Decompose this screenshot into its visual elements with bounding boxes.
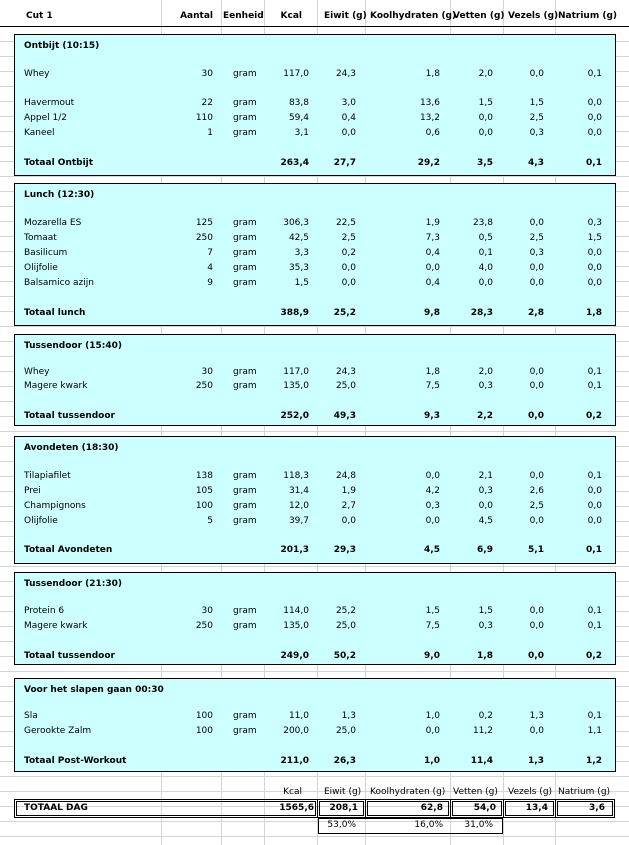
food-amount[interactable]: 30 bbox=[201, 367, 213, 377]
total-vez[interactable]: 2,8 bbox=[528, 308, 544, 318]
food-unit[interactable]: gram bbox=[233, 128, 257, 138]
food-vet[interactable]: 0,2 bbox=[478, 711, 493, 721]
food-name[interactable]: Whey bbox=[24, 367, 50, 377]
summary-header-row bbox=[0, 785, 629, 800]
food-eiwit[interactable]: 2,7 bbox=[341, 501, 356, 511]
food-eiwit[interactable]: 24,3 bbox=[335, 69, 356, 79]
food-kh[interactable]: 1,8 bbox=[425, 367, 440, 377]
section-total-label[interactable]: Totaal Ontbijt bbox=[24, 158, 94, 168]
food-vet[interactable]: 4,0 bbox=[478, 263, 493, 273]
col-vetten[interactable]: Vetten (g) bbox=[453, 11, 505, 21]
food-amount[interactable]: 1 bbox=[207, 128, 213, 138]
food-nat[interactable]: 0,0 bbox=[587, 263, 602, 273]
pct-vetten[interactable]: 31,0% bbox=[464, 820, 493, 830]
grid-row-line bbox=[0, 566, 629, 567]
food-nat[interactable]: 1,5 bbox=[587, 233, 602, 243]
food-unit[interactable]: gram bbox=[233, 218, 257, 228]
food-kcal[interactable]: 39,7 bbox=[288, 516, 309, 526]
summary-col-vetten[interactable]: Vetten (g) bbox=[453, 787, 498, 797]
totaal-dag-kh[interactable]: 62,8 bbox=[420, 803, 443, 813]
total-vet[interactable]: 2,2 bbox=[477, 411, 493, 421]
food-name[interactable]: Sla bbox=[24, 711, 38, 721]
food-nat[interactable]: 0,3 bbox=[587, 218, 602, 228]
food-amount[interactable]: 138 bbox=[195, 471, 213, 481]
food-amount[interactable]: 100 bbox=[195, 711, 213, 721]
section-total-label[interactable]: Totaal tussendoor bbox=[24, 651, 115, 661]
col-natrium[interactable]: Natrium (g) bbox=[558, 11, 618, 21]
food-kcal[interactable]: 3,1 bbox=[294, 128, 309, 138]
total-kh[interactable]: 1,0 bbox=[424, 756, 440, 766]
section-total-row bbox=[0, 306, 629, 321]
total-kcal[interactable]: 201,3 bbox=[280, 545, 309, 555]
grid-row-line bbox=[0, 326, 629, 327]
food-kh[interactable]: 7,3 bbox=[425, 233, 440, 243]
food-nat[interactable]: 0,1 bbox=[587, 711, 602, 721]
totaal-dag-eiwit[interactable]: 208,1 bbox=[329, 803, 358, 813]
section-total-label[interactable]: Totaal lunch bbox=[24, 308, 86, 318]
food-name[interactable]: Olijfolie bbox=[24, 263, 58, 273]
food-eiwit[interactable]: 22,5 bbox=[335, 218, 356, 228]
food-kcal[interactable]: 306,3 bbox=[283, 218, 309, 228]
food-row bbox=[0, 379, 629, 394]
food-kcal[interactable]: 42,5 bbox=[288, 233, 309, 243]
food-vez[interactable]: 2,5 bbox=[529, 501, 544, 511]
total-vet[interactable]: 11,4 bbox=[470, 756, 493, 766]
food-nat[interactable]: 0,0 bbox=[587, 516, 602, 526]
section-title-row bbox=[0, 683, 629, 698]
section-title-row bbox=[0, 441, 629, 456]
col-koolhydraten[interactable]: Koolhydraten (g) bbox=[370, 11, 457, 21]
grid-row-line bbox=[0, 836, 629, 837]
food-kcal[interactable]: 83,8 bbox=[288, 98, 309, 108]
food-eiwit[interactable]: 24,3 bbox=[335, 367, 356, 377]
food-row bbox=[0, 499, 629, 514]
food-name[interactable]: Tilapiafilet bbox=[24, 471, 71, 481]
food-unit[interactable]: gram bbox=[233, 263, 257, 273]
food-name[interactable]: Champignons bbox=[24, 501, 86, 511]
food-unit[interactable]: gram bbox=[233, 486, 257, 496]
food-amount[interactable]: 5 bbox=[207, 516, 213, 526]
food-kcal[interactable]: 117,0 bbox=[283, 367, 309, 377]
food-unit[interactable]: gram bbox=[233, 367, 257, 377]
summary-col-natrium[interactable]: Natrium (g) bbox=[558, 787, 611, 797]
total-kcal[interactable]: 211,0 bbox=[280, 756, 309, 766]
food-vet[interactable]: 2,0 bbox=[478, 367, 493, 377]
food-kh[interactable]: 1,5 bbox=[425, 606, 440, 616]
section-total-row bbox=[0, 409, 629, 424]
food-row bbox=[0, 514, 629, 529]
food-eiwit[interactable]: 25,2 bbox=[335, 606, 356, 616]
food-name[interactable]: Olijfolie bbox=[24, 516, 58, 526]
total-kh[interactable]: 4,5 bbox=[424, 545, 440, 555]
total-eiwit[interactable]: 29,3 bbox=[333, 545, 356, 555]
col-aantal[interactable]: Aantal bbox=[180, 11, 213, 21]
food-kcal[interactable]: 200,0 bbox=[283, 726, 309, 736]
section-total-label[interactable]: Totaal Post-Workout bbox=[24, 756, 127, 766]
food-unit[interactable]: gram bbox=[233, 69, 257, 79]
totaal-dag-vezels[interactable]: 13,4 bbox=[525, 803, 548, 813]
sheet-title[interactable]: Cut 1 bbox=[26, 11, 53, 21]
food-vet[interactable]: 0,0 bbox=[478, 501, 493, 511]
food-eiwit[interactable]: 1,9 bbox=[341, 486, 356, 496]
food-vez[interactable]: 0,0 bbox=[529, 69, 544, 79]
food-vet[interactable]: 0,0 bbox=[478, 278, 493, 288]
food-unit[interactable]: gram bbox=[233, 381, 257, 391]
total-vez[interactable]: 0,0 bbox=[528, 411, 544, 421]
food-vet[interactable]: 0,3 bbox=[478, 486, 493, 496]
food-row bbox=[0, 261, 629, 276]
food-kcal[interactable]: 31,4 bbox=[288, 486, 309, 496]
pct-eiwit[interactable]: 53,0% bbox=[327, 820, 356, 830]
food-vez[interactable]: 0,3 bbox=[529, 248, 544, 258]
food-amount[interactable]: 105 bbox=[195, 486, 213, 496]
food-name[interactable]: Magere kwark bbox=[24, 381, 88, 391]
food-vet[interactable]: 11,2 bbox=[472, 726, 493, 736]
total-kh[interactable]: 29,2 bbox=[417, 158, 440, 168]
percentage-row bbox=[0, 818, 629, 833]
food-name[interactable]: Gerookte Zalm bbox=[24, 726, 92, 736]
food-row bbox=[0, 619, 629, 634]
food-eiwit[interactable]: 25,0 bbox=[335, 621, 356, 631]
section-total-label[interactable]: Totaal Avondeten bbox=[24, 545, 113, 555]
food-unit[interactable]: gram bbox=[233, 726, 257, 736]
food-eiwit[interactable]: 24,8 bbox=[335, 471, 356, 481]
food-kcal[interactable]: 1,5 bbox=[294, 278, 309, 288]
food-amount[interactable]: 7 bbox=[207, 248, 213, 258]
totaal-dag-vet[interactable]: 54,0 bbox=[473, 803, 496, 813]
food-row bbox=[0, 111, 629, 126]
food-vez[interactable]: 0,0 bbox=[529, 516, 544, 526]
food-row bbox=[0, 246, 629, 261]
food-amount[interactable]: 250 bbox=[195, 233, 213, 243]
food-nat[interactable]: 1,1 bbox=[587, 726, 602, 736]
food-vet[interactable]: 2,0 bbox=[478, 69, 493, 79]
food-row bbox=[0, 709, 629, 724]
col-vezels[interactable]: Vezels (g) bbox=[508, 11, 559, 21]
total-vet[interactable]: 3,5 bbox=[477, 158, 493, 168]
food-kcal[interactable]: 117,0 bbox=[283, 69, 309, 79]
total-nat[interactable]: 0,2 bbox=[586, 651, 602, 661]
food-name[interactable]: Magere kwark bbox=[24, 621, 88, 631]
food-eiwit[interactable]: 2,5 bbox=[341, 233, 356, 243]
food-kh[interactable]: 1,9 bbox=[425, 218, 440, 228]
food-vet[interactable]: 0,5 bbox=[478, 233, 493, 243]
food-nat[interactable]: 0,0 bbox=[587, 501, 602, 511]
total-eiwit[interactable]: 49,3 bbox=[333, 411, 356, 421]
food-vet[interactable]: 0,1 bbox=[478, 248, 493, 258]
food-eiwit[interactable]: 3,0 bbox=[341, 98, 356, 108]
food-vez[interactable]: 1,3 bbox=[529, 711, 544, 721]
total-nat[interactable]: 0,1 bbox=[586, 158, 602, 168]
food-kh[interactable]: 13,2 bbox=[419, 113, 440, 123]
food-vez[interactable]: 0,0 bbox=[529, 621, 544, 631]
food-unit[interactable]: gram bbox=[233, 248, 257, 258]
food-vet[interactable]: 0,0 bbox=[478, 128, 493, 138]
totaal-dag-kcal[interactable]: 1565,6 bbox=[279, 803, 314, 813]
total-kh[interactable]: 9,3 bbox=[424, 411, 440, 421]
section-total-row bbox=[0, 156, 629, 171]
food-vet[interactable]: 4,5 bbox=[478, 516, 493, 526]
food-eiwit[interactable]: 0,0 bbox=[341, 278, 356, 288]
food-unit[interactable]: gram bbox=[233, 501, 257, 511]
section-total-row bbox=[0, 649, 629, 664]
food-kcal[interactable]: 12,0 bbox=[288, 501, 309, 511]
food-row bbox=[0, 96, 629, 111]
food-kcal[interactable]: 135,0 bbox=[283, 381, 309, 391]
food-eiwit[interactable]: 0,4 bbox=[341, 113, 356, 123]
food-amount[interactable]: 250 bbox=[195, 621, 213, 631]
col-eiwit[interactable]: Eiwit (g) bbox=[324, 11, 367, 21]
total-vet[interactable]: 6,9 bbox=[477, 545, 493, 555]
food-vez[interactable]: 2,5 bbox=[529, 233, 544, 243]
food-vet[interactable]: 0,3 bbox=[478, 381, 493, 391]
food-unit[interactable]: gram bbox=[233, 113, 257, 123]
food-amount[interactable]: 100 bbox=[195, 501, 213, 511]
food-kh[interactable]: 13,6 bbox=[419, 98, 440, 108]
food-unit[interactable]: gram bbox=[233, 606, 257, 616]
food-vet[interactable]: 0,0 bbox=[478, 113, 493, 123]
food-kh[interactable]: 7,5 bbox=[425, 381, 440, 391]
food-name[interactable]: Whey bbox=[24, 69, 50, 79]
section-title-row bbox=[0, 39, 629, 54]
summary-col-vezels[interactable]: Vezels (g) bbox=[508, 787, 553, 797]
food-nat[interactable]: 0,0 bbox=[587, 248, 602, 258]
food-nat[interactable]: 0,1 bbox=[587, 381, 602, 391]
food-kh[interactable]: 0,0 bbox=[425, 516, 440, 526]
summary-col-kcal[interactable]: Kcal bbox=[283, 787, 302, 797]
food-kcal[interactable]: 135,0 bbox=[283, 621, 309, 631]
section-total-row bbox=[0, 754, 629, 769]
food-vez[interactable]: 2,6 bbox=[529, 486, 544, 496]
food-row bbox=[0, 724, 629, 739]
food-eiwit[interactable]: 0,0 bbox=[341, 263, 356, 273]
section-total-label[interactable]: Totaal tussendoor bbox=[24, 411, 115, 421]
food-vet[interactable]: 1,5 bbox=[478, 606, 493, 616]
total-vet[interactable]: 28,3 bbox=[470, 308, 493, 318]
food-name[interactable]: Balsamico azijn bbox=[24, 278, 94, 288]
food-eiwit[interactable]: 0,0 bbox=[341, 516, 356, 526]
section-title[interactable]: Avondeten (18:30) bbox=[24, 443, 119, 453]
totaal-dag-label[interactable]: TOTAAL DAG bbox=[24, 803, 88, 813]
food-row bbox=[0, 484, 629, 499]
food-vez[interactable]: 0,3 bbox=[529, 128, 544, 138]
food-eiwit[interactable]: 0,2 bbox=[341, 248, 356, 258]
total-eiwit[interactable]: 27,7 bbox=[333, 158, 356, 168]
section-title-row bbox=[0, 577, 629, 592]
food-vez[interactable]: 0,0 bbox=[529, 218, 544, 228]
food-kcal[interactable]: 59,4 bbox=[288, 113, 309, 123]
total-kcal[interactable]: 249,0 bbox=[280, 651, 309, 661]
food-vet[interactable]: 2,1 bbox=[478, 471, 493, 481]
food-row bbox=[0, 604, 629, 619]
food-kcal[interactable]: 35,3 bbox=[288, 263, 309, 273]
section-title[interactable]: Tussendoor (15:40) bbox=[24, 341, 123, 351]
food-kh[interactable]: 0,6 bbox=[425, 128, 440, 138]
food-row bbox=[0, 365, 629, 380]
food-unit[interactable]: gram bbox=[233, 471, 257, 481]
food-kh[interactable]: 4,2 bbox=[425, 486, 440, 496]
col-kcal[interactable]: Kcal bbox=[280, 11, 302, 21]
food-amount[interactable]: 110 bbox=[195, 113, 213, 123]
food-vez[interactable]: 0,0 bbox=[529, 726, 544, 736]
food-eiwit[interactable]: 1,3 bbox=[341, 711, 356, 721]
food-unit[interactable]: gram bbox=[233, 233, 257, 243]
food-eiwit[interactable]: 25,0 bbox=[335, 726, 356, 736]
total-kh[interactable]: 9,0 bbox=[424, 651, 440, 661]
food-kh[interactable]: 0,0 bbox=[425, 263, 440, 273]
total-kcal[interactable]: 252,0 bbox=[280, 411, 309, 421]
section-title[interactable]: Voor het slapen gaan 00:30 bbox=[24, 685, 164, 695]
section-title-row bbox=[0, 339, 629, 354]
grid-row-line bbox=[0, 431, 629, 432]
grid-row-line bbox=[0, 176, 629, 177]
section-total-row bbox=[0, 543, 629, 558]
food-vet[interactable]: 0,3 bbox=[478, 621, 493, 631]
food-unit[interactable]: gram bbox=[233, 621, 257, 631]
pct-koolhydraten[interactable]: 16,0% bbox=[414, 820, 443, 830]
food-nat[interactable]: 0,1 bbox=[587, 621, 602, 631]
grid-row-line bbox=[0, 776, 629, 777]
food-name[interactable]: Prei bbox=[24, 486, 41, 496]
food-nat[interactable]: 0,1 bbox=[587, 367, 602, 377]
food-amount[interactable]: 9 bbox=[207, 278, 213, 288]
food-vez[interactable]: 0,0 bbox=[529, 471, 544, 481]
food-kh[interactable]: 7,5 bbox=[425, 621, 440, 631]
food-kcal[interactable]: 118,3 bbox=[283, 471, 309, 481]
food-row bbox=[0, 276, 629, 291]
total-vez[interactable]: 4,3 bbox=[528, 158, 544, 168]
food-name[interactable]: Tomaat bbox=[24, 233, 57, 243]
food-kcal[interactable]: 114,0 bbox=[283, 606, 309, 616]
food-eiwit[interactable]: 0,0 bbox=[341, 128, 356, 138]
food-nat[interactable]: 0,1 bbox=[587, 606, 602, 616]
total-nat[interactable]: 1,2 bbox=[586, 756, 602, 766]
totaal-dag-row bbox=[0, 801, 629, 816]
food-unit[interactable]: gram bbox=[233, 98, 257, 108]
total-vez[interactable]: 5,1 bbox=[528, 545, 544, 555]
total-kcal[interactable]: 388,9 bbox=[280, 308, 309, 318]
food-nat[interactable]: 0,1 bbox=[587, 471, 602, 481]
food-row bbox=[0, 469, 629, 484]
food-vez[interactable]: 0,0 bbox=[529, 278, 544, 288]
food-kh[interactable]: 0,3 bbox=[425, 501, 440, 511]
food-amount[interactable]: 30 bbox=[201, 606, 213, 616]
food-amount[interactable]: 100 bbox=[195, 726, 213, 736]
food-amount[interactable]: 4 bbox=[207, 263, 213, 273]
summary-col-eiwit[interactable]: Eiwit (g) bbox=[324, 787, 362, 797]
total-nat[interactable]: 0,2 bbox=[586, 411, 602, 421]
food-row bbox=[0, 231, 629, 246]
food-kh[interactable]: 0,0 bbox=[425, 726, 440, 736]
total-vet[interactable]: 1,8 bbox=[477, 651, 493, 661]
food-name[interactable]: Protein 6 bbox=[24, 606, 65, 616]
section-title-row bbox=[0, 188, 629, 203]
header-separator bbox=[0, 26, 629, 27]
food-amount[interactable]: 30 bbox=[201, 69, 213, 79]
grid-row-line bbox=[0, 671, 629, 672]
total-kcal[interactable]: 263,4 bbox=[280, 158, 309, 168]
food-name[interactable]: Appel 1/2 bbox=[24, 113, 67, 123]
total-vez[interactable]: 1,3 bbox=[528, 756, 544, 766]
food-nat[interactable]: 0,0 bbox=[587, 278, 602, 288]
food-kh[interactable]: 0,0 bbox=[425, 471, 440, 481]
total-eiwit[interactable]: 26,3 bbox=[333, 756, 356, 766]
food-name[interactable]: Mozarella ES bbox=[24, 218, 82, 228]
food-name[interactable]: Havermout bbox=[24, 98, 75, 108]
food-eiwit[interactable]: 25,0 bbox=[335, 381, 356, 391]
food-vet[interactable]: 1,5 bbox=[478, 98, 493, 108]
section-title[interactable]: Tussendoor (21:30) bbox=[24, 579, 123, 589]
food-vez[interactable]: 0,0 bbox=[529, 381, 544, 391]
total-kh[interactable]: 9,8 bbox=[424, 308, 440, 318]
header-row bbox=[0, 9, 629, 24]
food-kcal[interactable]: 11,0 bbox=[288, 711, 309, 721]
food-nat[interactable]: 0,0 bbox=[587, 128, 602, 138]
food-kh[interactable]: 1,0 bbox=[425, 711, 440, 721]
food-amount[interactable]: 22 bbox=[201, 98, 213, 108]
food-row bbox=[0, 67, 629, 82]
food-kh[interactable]: 1,8 bbox=[425, 69, 440, 79]
food-kh[interactable]: 0,4 bbox=[425, 278, 440, 288]
col-eenheid[interactable]: Eenheid bbox=[223, 11, 264, 21]
total-nat[interactable]: 0,1 bbox=[586, 545, 602, 555]
total-eiwit[interactable]: 50,2 bbox=[333, 651, 356, 661]
section-title[interactable]: Ontbijt (10:15) bbox=[24, 41, 100, 51]
food-vez[interactable]: 0,0 bbox=[529, 367, 544, 377]
food-nat[interactable]: 0,1 bbox=[587, 69, 602, 79]
food-name[interactable]: Kaneel bbox=[24, 128, 55, 138]
food-amount[interactable]: 125 bbox=[195, 218, 213, 228]
food-nat[interactable]: 0,0 bbox=[587, 486, 602, 496]
food-vez[interactable]: 0,0 bbox=[529, 606, 544, 616]
food-row bbox=[0, 216, 629, 231]
food-unit[interactable]: gram bbox=[233, 516, 257, 526]
food-kcal[interactable]: 3,3 bbox=[294, 248, 309, 258]
total-nat[interactable]: 1,8 bbox=[586, 308, 602, 318]
summary-col-koolhydraten[interactable]: Koolhydraten (g) bbox=[370, 787, 446, 797]
food-row bbox=[0, 126, 629, 141]
food-name[interactable]: Basilicum bbox=[24, 248, 68, 258]
section-title[interactable]: Lunch (12:30) bbox=[24, 190, 95, 200]
total-vez[interactable]: 0,0 bbox=[528, 651, 544, 661]
food-nat[interactable]: 0,0 bbox=[587, 98, 602, 108]
food-unit[interactable]: gram bbox=[233, 711, 257, 721]
food-unit[interactable]: gram bbox=[233, 278, 257, 288]
food-vet[interactable]: 23,8 bbox=[472, 218, 493, 228]
food-kh[interactable]: 0,4 bbox=[425, 248, 440, 258]
food-nat[interactable]: 0,0 bbox=[587, 113, 602, 123]
food-vez[interactable]: 2,5 bbox=[529, 113, 544, 123]
total-eiwit[interactable]: 25,2 bbox=[333, 308, 356, 318]
food-vez[interactable]: 0,0 bbox=[529, 263, 544, 273]
food-amount[interactable]: 250 bbox=[195, 381, 213, 391]
totaal-dag-natrium[interactable]: 3,6 bbox=[589, 803, 605, 813]
food-vez[interactable]: 1,5 bbox=[529, 98, 544, 108]
